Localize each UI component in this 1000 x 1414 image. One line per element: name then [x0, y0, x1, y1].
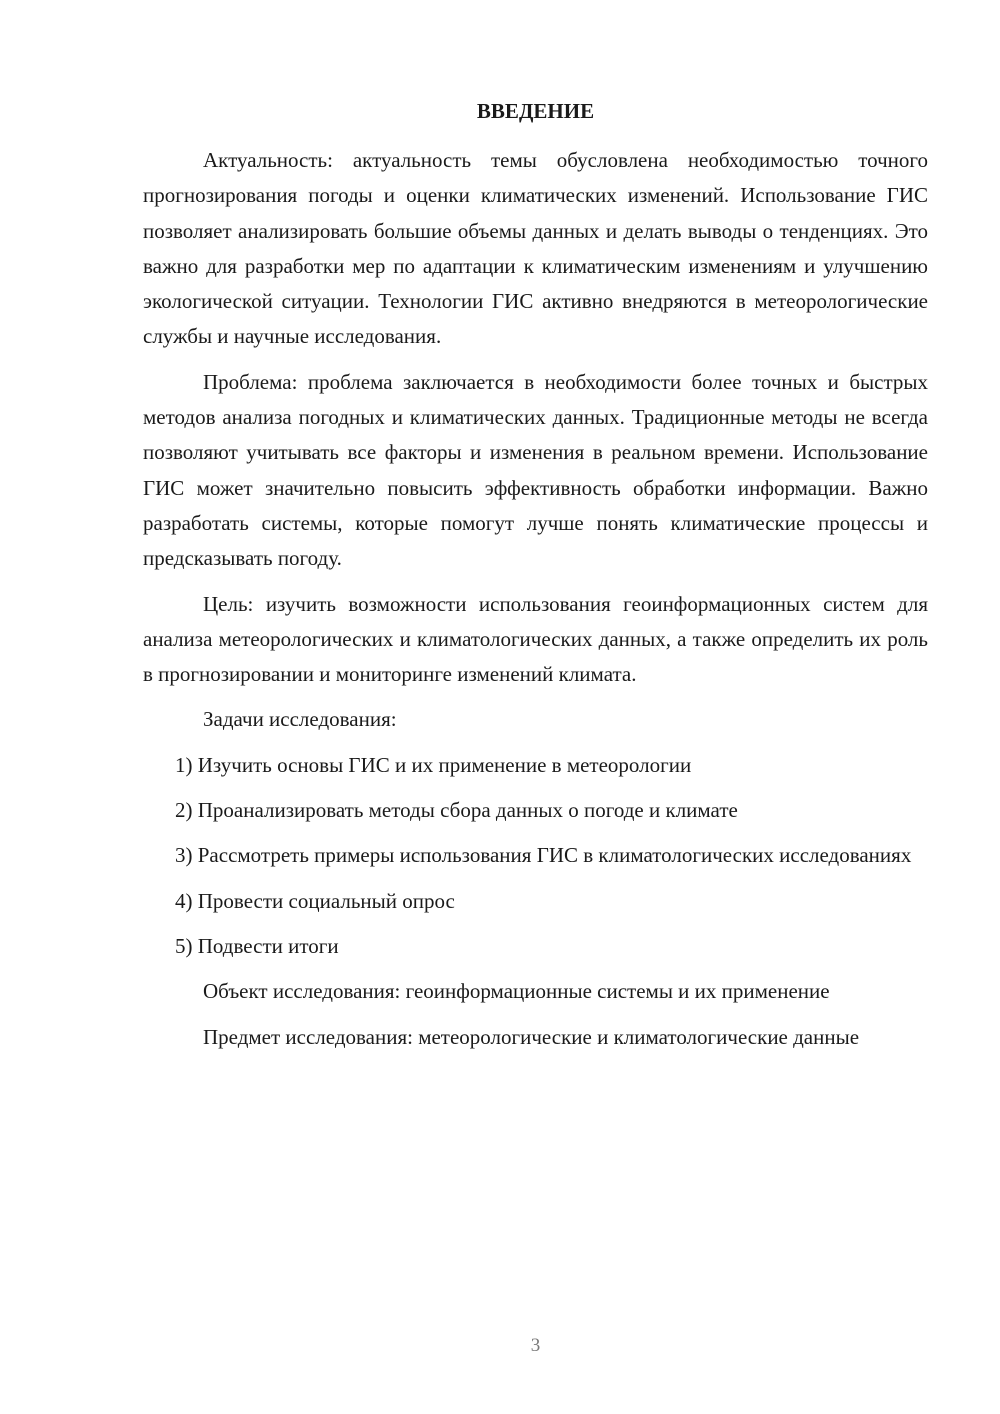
document-body: [143, 143, 928, 1065]
relevance-paragraph: Актуальность: актуальность темы обусловлена необходимостью точного прогнозирования погоды и оценки климатических изменений. Использование ГИС позволяет анализировать большие объемы данных и делать выводы о тенденциях. Это важно для разработки мер по адаптации к климатическим изменениям и улучшению экологической ситуации. Технологии ГИС активно внедряются в метеорологические службы и научные исследования.: [143, 148, 928, 349]
subject-paragraph: Предмет исследования: метеорологические и климатологические данные: [203, 1024, 860, 1049]
section-title: ВВЕДЕНИЕ: [476, 99, 595, 123]
object-paragraph: Объект исследования: геоинформационные системы и их применение: [203, 979, 830, 1004]
task-item-1: 1) Изучить основы ГИС и их применение в метеорологии: [175, 752, 692, 777]
document-page: [143, 0, 928, 1414]
goal-paragraph: Цель: изучить возможности использования геоинформационных систем для анализа метеорологических и климатологических данных, а также определить их роль в прогнозировании и мониторинге изменений климата.: [143, 591, 928, 687]
task-item-2: 2) Проанализировать методы сбора данных о погоде и климате: [175, 798, 738, 823]
problem-paragraph: Проблема: проблема заключается в необходимости более точных и быстрых методов анализа погодных и климатических данных. Традиционные методы не всегда позволяют учитывать все факторы и изменения в реальном времени. Использование ГИС может значительно повысить эффективность обработки информации. Важно разработать системы, которые помогут лучше понять климатические процессы и предсказывать погоду.: [143, 369, 928, 571]
task-item-5: 5) Подвести итоги: [175, 933, 339, 958]
tasks-heading: Задачи исследования:: [203, 707, 397, 732]
task-item-3: 3) Рассмотреть примеры использования ГИС в климатологических исследованиях: [175, 843, 912, 868]
task-item-4: 4) Провести социальный опрос: [175, 888, 455, 913]
page-number: 3: [530, 1335, 541, 1356]
